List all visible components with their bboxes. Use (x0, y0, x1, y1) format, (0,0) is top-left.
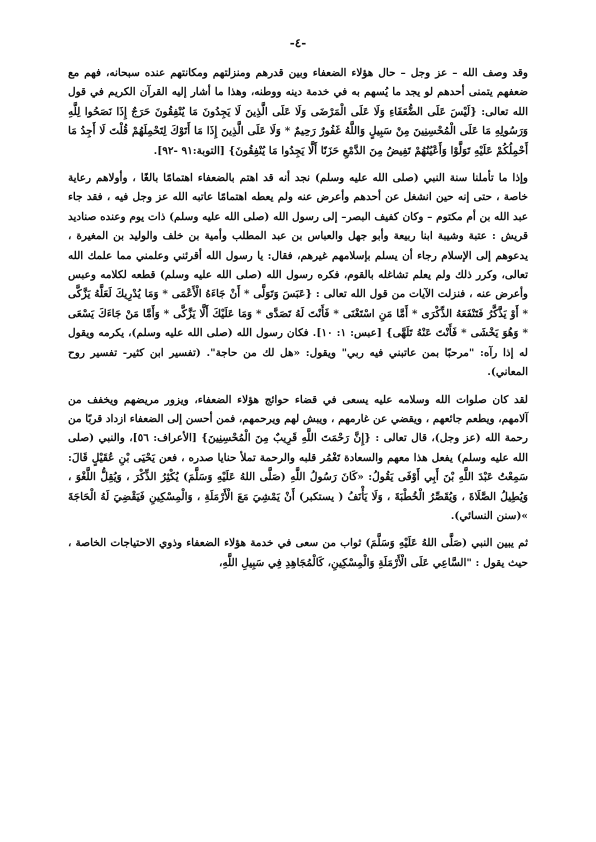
paragraph-prophet-care: وإذا ما تأملنا سنة النبي (صلى الله عليه وسلم) نجد أنه قد اهتم بالضعفاء اهتمامًا بالغًا ، وأولاهم رعاية خاصة ، حتى إنه حين انشغل عن أحدهم وأعرض عنه ولم يعطه اهتمامًا عاتبه الله عز وجل فيه ، فقد جاء عبد الله بن أم مكتوم – وكان كفيف البصر– إلى رسول الله (صلى الله عليه وسلم) ذات يوم وعنده صناديد قريش : عتبة وشيبة ابنا ربيعة وأبو جهل والعباس بن عبد المطلب وأمية بن خلف والوليد بن المغيرة ، يدعوهم إلى الإسلام رجاء أن يسلم بإسلامهم غيرهم، فقال: يا رسول الله أقرئني وعلمني مما علمك الله تعالى، وكرر ذلك ولم يعلم تشاغله بالقوم، فكره رسول الله (صلى الله عليه وسلم) قطعه لكلامه وعبس وأعرض عنه ، فنزلت الآيات من قول الله تعالى : {عَبَسَ وَتَوَلَّى * أَنْ جَاءَهُ الْأَعْمَى * وَمَا يُدْرِيكَ لَعَلَّهُ يَزَّكَّى * أَوْ يَذَّكَّرُ فَتَنْفَعَهُ الذِّكْرَى * أَمَّا مَنِ اسْتَغْنَى * فَأَنْتَ لَهُ تَصَدَّى * وَمَا عَلَيْكَ أَلَّا يَزَّكَّى * وَأَمَّا مَنْ جَاءَكَ يَسْعَى * وَهُوَ يَخْشَى * فَأَنْتَ عَنْهُ تَلَهَّى} [عبس: ١: ١٠]. فكان رسول الله (صلى الله عليه وسلم)، يكرمه ويقول له إذا رآه: "مرحبًا بمن عاتبني فيه ربي" ويقول: «هل لك من حاجة". (تفسير ابن كثير- تفسير روح المعاني). (68, 172, 528, 379)
paragraph-serving-needs: لقد كان صلوات الله وسلامه عليه يسعى في قضاء حوائج هؤلاء الضعفاء، ويزور مريضهم ويخفف من آلامهم، ويطعم جائعهم ، ويقضي عن غارمهم ، ويبش لهم ويرحمهم، فمن أحسن إلى الضعفاء ازداد قربًا من رحمة الله (عز وجل)، قال تعالى : {إِنَّ رَحْمَتَ اللَّهِ قَرِيبٌ مِنَ الْمُحْسِنِينَ} [الأعراف: ٥٦]، والنبي (صلى الله عليه وسلم) يفعل هذا معهم والسعادة تَغْمُر قلبه والرحمة تملأ حنايا صدره ، فعن يَحْيَى بْنِ عُقَيْلٍ قَالَ: سَمِعْتُ عَبْدَ اللَّهِ بْنَ أَبِي أَوْفَى يَقُولُ: «كَانَ رَسُولُ اللَّهِ (صَلَّى اللهُ عَلَيْهِ وَسَلَّمَ) يُكْثِرُ الذِّكْرَ ، وَيُقِلُّ اللَّغْوَ ، وَيُطِيلُ الصَّلَاةَ ، وَيُقَصِّرُ الْخُطْبَةَ ، وَلَا يَأْنَفُ ( يستكبر) أَنْ يَمْشِيَ مَعَ الْأَرْمَلَةِ ، وَالْمِسْكِينِ فَيَقْضِيَ لَهُ الْحَاجَةَ »(سنن النسائي). (68, 393, 528, 522)
paragraph-weak-described: وقد وصف الله – عز وجل – حال هؤلاء الضعفاء وبين قدرهم ومنزلتهم ومكانتهم عنده سبحانه، فهم مع ضعفهم يتمنى أحدهم لو يجد ما يُسهم به في خدمة دينه ووطنه، وهذا ما أشار إليه القرآن الكريم في قول الله تعالى: {لَيْسَ عَلَى الضُّعَفَاءِ وَلَا عَلَى الْمَرْضَى وَلَا عَلَى الَّذِينَ لَا يَجِدُونَ مَا يُنْفِقُونَ حَرَجٌ إِذَا نَصَحُوا لِلَّهِ وَرَسُولِهِ مَا عَلَى الْمُحْسِنِينَ مِنْ سَبِيلٍ وَاللَّهُ غَفُورٌ رَحِيمٌ * وَلَا عَلَى الَّذِينَ إِذَا مَا أَتَوْكَ لِتَحْمِلَهُمْ قُلْتَ لَا أَجِدُ مَا أَحْمِلُكُمْ عَلَيْهِ تَوَلَّوْا وَأَعْيُنُهُمْ تَفِيضُ مِنَ الدَّمْعِ حَزَنًا أَلَّا يَجِدُوا مَا يُنْفِقُونَ} [التوبة:٩١ -٩٢]. (68, 67, 528, 157)
paragraph-reward: ثم يبين النبي (صَلَّى اللهُ عَلَيْهِ وَسَلَّمَ) ثواب من سعى في خدمة هؤلاء الضعفاء وذوي الاحتياجات الخاصة ، حيث يقول : "السَّاعِي عَلَى الْأَرْمَلَةِ وَالْمِسْكِينِ، كَالْمُجَاهِدِ فِي سَبِيلِ اللَّهِ، (68, 537, 528, 569)
page-number: -٤- (289, 36, 307, 50)
page-body (68, 64, 528, 573)
